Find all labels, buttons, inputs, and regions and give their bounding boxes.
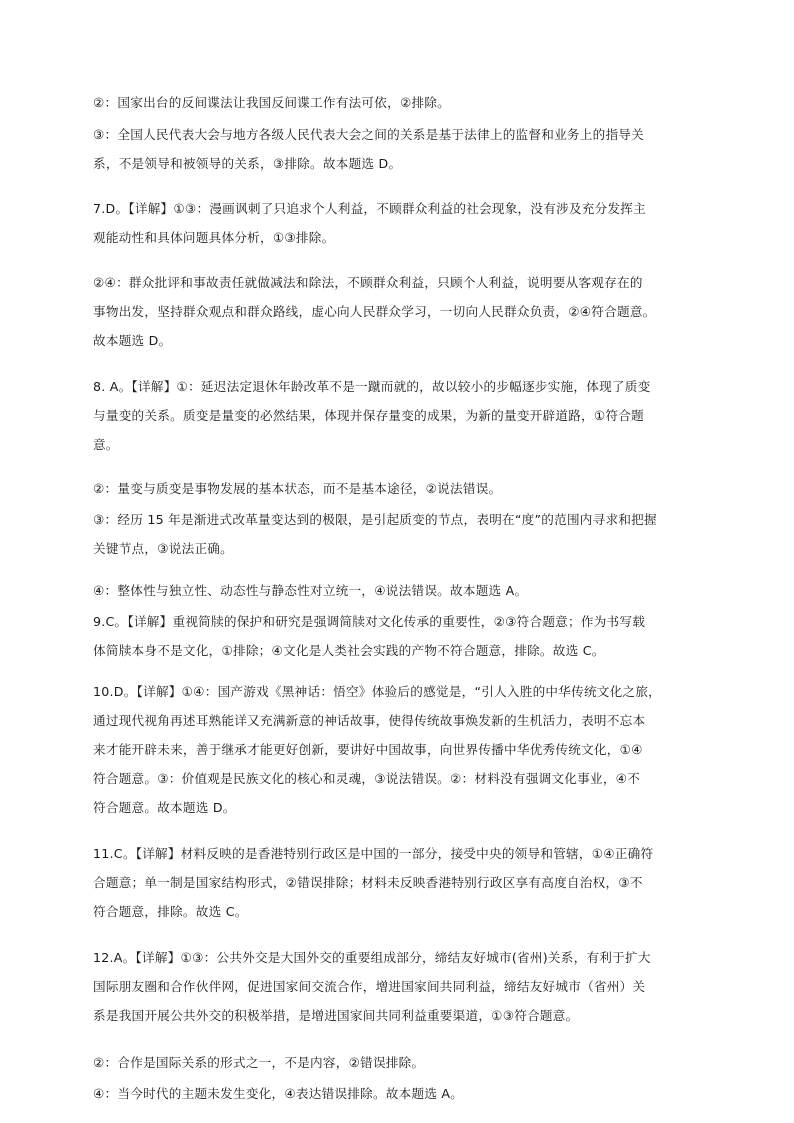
text-line: 观能动性和具体问题具体分析，①③排除。 [93, 230, 335, 245]
text-line: 合题意；单一制是国家结构形式，②错误排除；材料未反映香港特别行政区享有高度自治权，③不 [93, 875, 643, 890]
answer-paragraph [93, 120, 705, 178]
answer-paragraph [93, 474, 705, 503]
answer-paragraph [93, 1079, 705, 1108]
text-line: 故本题选 D。 [93, 333, 172, 348]
text-line: ③：经历 15 年是渐进式改革量变达到的极限，是引起质变的节点，表明在“度”的范围内寻求和把握 [93, 512, 657, 527]
answer-paragraph [93, 576, 705, 605]
answer-paragraph [93, 194, 705, 252]
text-line: 7.D。【详解】①③：漫画讽刺了只追求个人利益，不顾群众利益的社会现象，没有涉及充分发挥主 [93, 201, 646, 216]
answer-paragraph [93, 88, 705, 117]
answer-paragraph [93, 1048, 705, 1077]
text-line: 事物出发，坚持群众观点和群众路线，虚心向人民群众学习，一切向人民群众负责，②④符合题意。 [93, 304, 656, 319]
text-line: 与量变的关系。质变是量变的必然结果，体现并保存量变的成果，为新的量变开辟道路，①符合题 [93, 408, 644, 423]
text-line: ④：当今时代的主题未发生变化，④表达错误排除。故本题选 A。 [93, 1086, 464, 1101]
text-line: 12.A。【详解】①③：公共外交是大国外交的重要组成部分，缔结友好城市(省州)关系，有利于扩大 [93, 950, 651, 965]
answer-paragraph [93, 268, 705, 355]
text-line: 国际朋友圈和合作伙伴网，促进国家间交流合作，增进国家间共同利益，缔结友好城市（省州）关 [93, 979, 646, 994]
text-line: 符合题意。③：价值观是民族文化的核心和灵魂，③说法错误。②：材料没有强调文化事业，④不 [93, 771, 641, 786]
text-line: ③：全国人民代表大会与地方各级人民代表大会之间的关系是基于法律上的监督和业务上的指导关 [93, 127, 644, 142]
text-line: 符合题意，排除。故选 C。 [93, 904, 248, 919]
text-line: 意。 [93, 437, 119, 452]
text-line: ②：国家出台的反间谍法让我国反间谍工作有法可依，②排除。 [93, 95, 451, 110]
text-line: 9.C。【详解】重视简牍的保护和研究是强调简牍对文化传承的重要性，②③符合题意；作为书写载 [93, 614, 646, 629]
text-line: 10.D。【详解】①④：国产游戏《黑神话：悟空》体验后的感觉是，“引人入胜的中华传统文化之旅， [93, 684, 662, 699]
answer-paragraph [93, 372, 705, 459]
text-line: 来才能开辟未来，善于继承才能更好创新，要讲好中国故事，向世界传播中华优秀传统文化，①④ [93, 742, 643, 757]
answer-paragraph [93, 943, 705, 1030]
answer-paragraph [93, 839, 705, 926]
text-line: 系是我国开展公共外交的积极举措，是增进国家间共同利益重要渠道，①③符合题意。 [93, 1008, 579, 1023]
text-line: ④：整体性与独立性、动态性与静态性对立统一，④说法错误。故本题选 A。 [93, 583, 528, 598]
answer-paragraph [93, 505, 705, 563]
text-line: 通过现代视角再述耳熟能详又充满新意的神话故事，使得传统故事焕发新的生机活力，表明不忘本 [93, 713, 646, 728]
answer-paragraph [93, 677, 705, 822]
text-line: 8. A。【详解】①：延迟法定退休年龄改革不是一蹴而就的，故以较小的步幅逐步实施，体现了质变 [93, 379, 651, 394]
text-line: 符合题意。故本题选 D。 [93, 800, 236, 815]
text-line: ②：合作是国际关系的形式之一，不是内容，②错误排除。 [93, 1055, 425, 1070]
answer-paragraph [93, 607, 705, 665]
text-line: ②：量变与质变是事物发展的基本状态，而不是基本途径，②说法错误。 [93, 481, 502, 496]
text-line: 关键节点，③说法正确。 [93, 541, 233, 556]
text-line: 系，不是领导和被领导的关系，③排除。故本题选 D。 [93, 156, 402, 171]
text-line: ②④：群众批评和事故责任就做减法和除法，不顾群众利益，只顾个人利益，说明要从客观存在的 [93, 275, 643, 290]
text-line: 11.C。【详解】材料反映的是香港特别行政区是中国的一部分，接受中央的领导和管辖，①④正确符 [93, 846, 654, 861]
text-line: 体简牍本身不是文化，①排除；④文化是人类社会实践的产物不符合题意，排除。故选 C。 [93, 643, 605, 658]
